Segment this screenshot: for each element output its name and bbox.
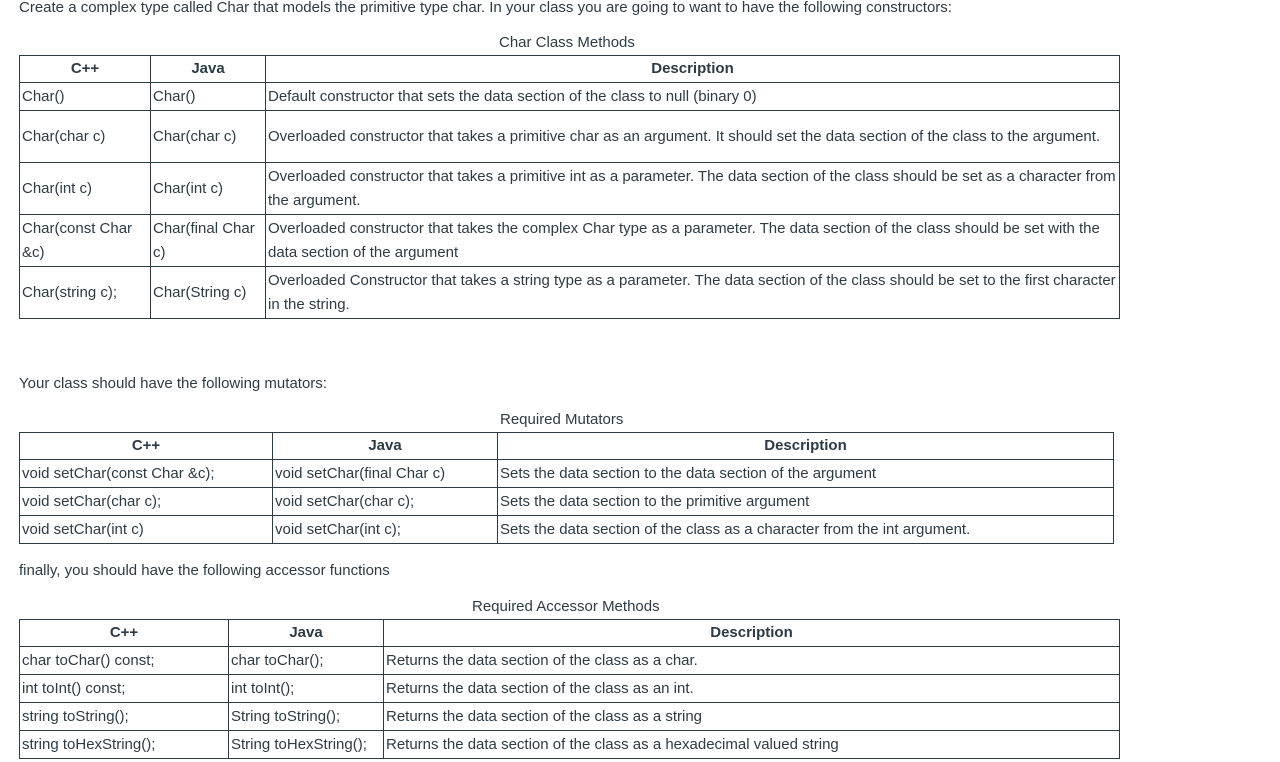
table-row: [20, 516, 1114, 544]
intro-paragraph: Create a complex type called Char that models the primitive type char. In your class you are going to want to have the following constructors:: [19, 0, 952, 16]
table-row: [20, 111, 1120, 163]
description-cell: Returns the data section of the class as a char.: [384, 647, 1120, 675]
description-cell: Overloaded constructor that takes the complex Char type as a parameter. The data section of the class should be set with the data section of the argument: [266, 215, 1120, 267]
cpp-cell: string toString();: [20, 703, 229, 731]
cpp-cell: Char(int c): [20, 163, 151, 215]
header-java: Java: [151, 56, 266, 83]
header-description: Description: [384, 620, 1120, 647]
constructors-table: [19, 55, 1120, 319]
description-cell: Sets the data section to the primitive argument: [498, 488, 1114, 516]
cpp-cell: int toInt() const;: [20, 675, 229, 703]
header-cpp: C++: [20, 56, 151, 83]
accessors-caption: Required Accessor Methods: [472, 598, 660, 615]
java-cell: void setChar(char c);: [273, 488, 498, 516]
cpp-cell: Char(): [20, 83, 151, 111]
header-description: Description: [498, 433, 1114, 460]
description-cell: Returns the data section of the class as an int.: [384, 675, 1120, 703]
java-cell: int toInt();: [229, 675, 384, 703]
java-cell: void setChar(int c);: [273, 516, 498, 544]
java-cell: Char(final Char c): [151, 215, 266, 267]
header-cpp: C++: [20, 433, 273, 460]
description-cell: Overloaded constructor that takes a primitive int as a parameter. The data section of the class should be set as a character from the argument.: [266, 163, 1120, 215]
header-cpp: C++: [20, 620, 229, 647]
table-row: [20, 488, 1114, 516]
java-cell: String toHexString();: [229, 731, 384, 759]
header-java: Java: [229, 620, 384, 647]
table-row: [20, 267, 1120, 319]
cpp-cell: string toHexString();: [20, 731, 229, 759]
cpp-cell: Char(const Char &c): [20, 215, 151, 267]
java-cell: char toChar();: [229, 647, 384, 675]
java-cell: String toString();: [229, 703, 384, 731]
table-row: [20, 675, 1120, 703]
java-cell: Char(): [151, 83, 266, 111]
table-header-row: [20, 433, 1114, 460]
table-header-row: [20, 56, 1120, 83]
cpp-cell: void setChar(const Char &c);: [20, 460, 273, 488]
cpp-cell: Char(string c);: [20, 267, 151, 319]
cpp-cell: char toChar() const;: [20, 647, 229, 675]
table-row: [20, 83, 1120, 111]
java-cell: Char(int c): [151, 163, 266, 215]
cpp-cell: void setChar(int c): [20, 516, 273, 544]
description-cell: Default constructor that sets the data section of the class to null (binary 0): [266, 83, 1120, 111]
java-cell: Char(String c): [151, 267, 266, 319]
constructors-caption: Char Class Methods: [499, 34, 635, 51]
header-description: Description: [266, 56, 1120, 83]
mutators-intro: Your class should have the following mutators:: [19, 375, 327, 392]
table-row: [20, 215, 1120, 267]
table-row: [20, 703, 1120, 731]
accessors-intro: finally, you should have the following accessor functions: [19, 562, 390, 579]
description-cell: Overloaded constructor that takes a primitive char as an argument. It should set the data section of the class to the argument.: [266, 111, 1120, 163]
description-cell: Returns the data section of the class as a string: [384, 703, 1120, 731]
table-row: [20, 163, 1120, 215]
java-cell: void setChar(final Char c): [273, 460, 498, 488]
mutators-caption: Required Mutators: [500, 411, 624, 428]
description-cell: Sets the data section of the class as a character from the int argument.: [498, 516, 1114, 544]
table-row: [20, 460, 1114, 488]
table-row: [20, 731, 1120, 759]
accessors-table: [19, 619, 1120, 759]
table-header-row: [20, 620, 1120, 647]
description-cell: Overloaded Constructor that takes a string type as a parameter. The data section of the class should be set to the first character in the string.: [266, 267, 1120, 319]
java-cell: Char(char c): [151, 111, 266, 163]
mutators-table: [19, 432, 1114, 544]
description-cell: Returns the data section of the class as a hexadecimal valued string: [384, 731, 1120, 759]
cpp-cell: void setChar(char c);: [20, 488, 273, 516]
cpp-cell: Char(char c): [20, 111, 151, 163]
header-java: Java: [273, 433, 498, 460]
table-row: [20, 647, 1120, 675]
description-cell: Sets the data section to the data section of the argument: [498, 460, 1114, 488]
